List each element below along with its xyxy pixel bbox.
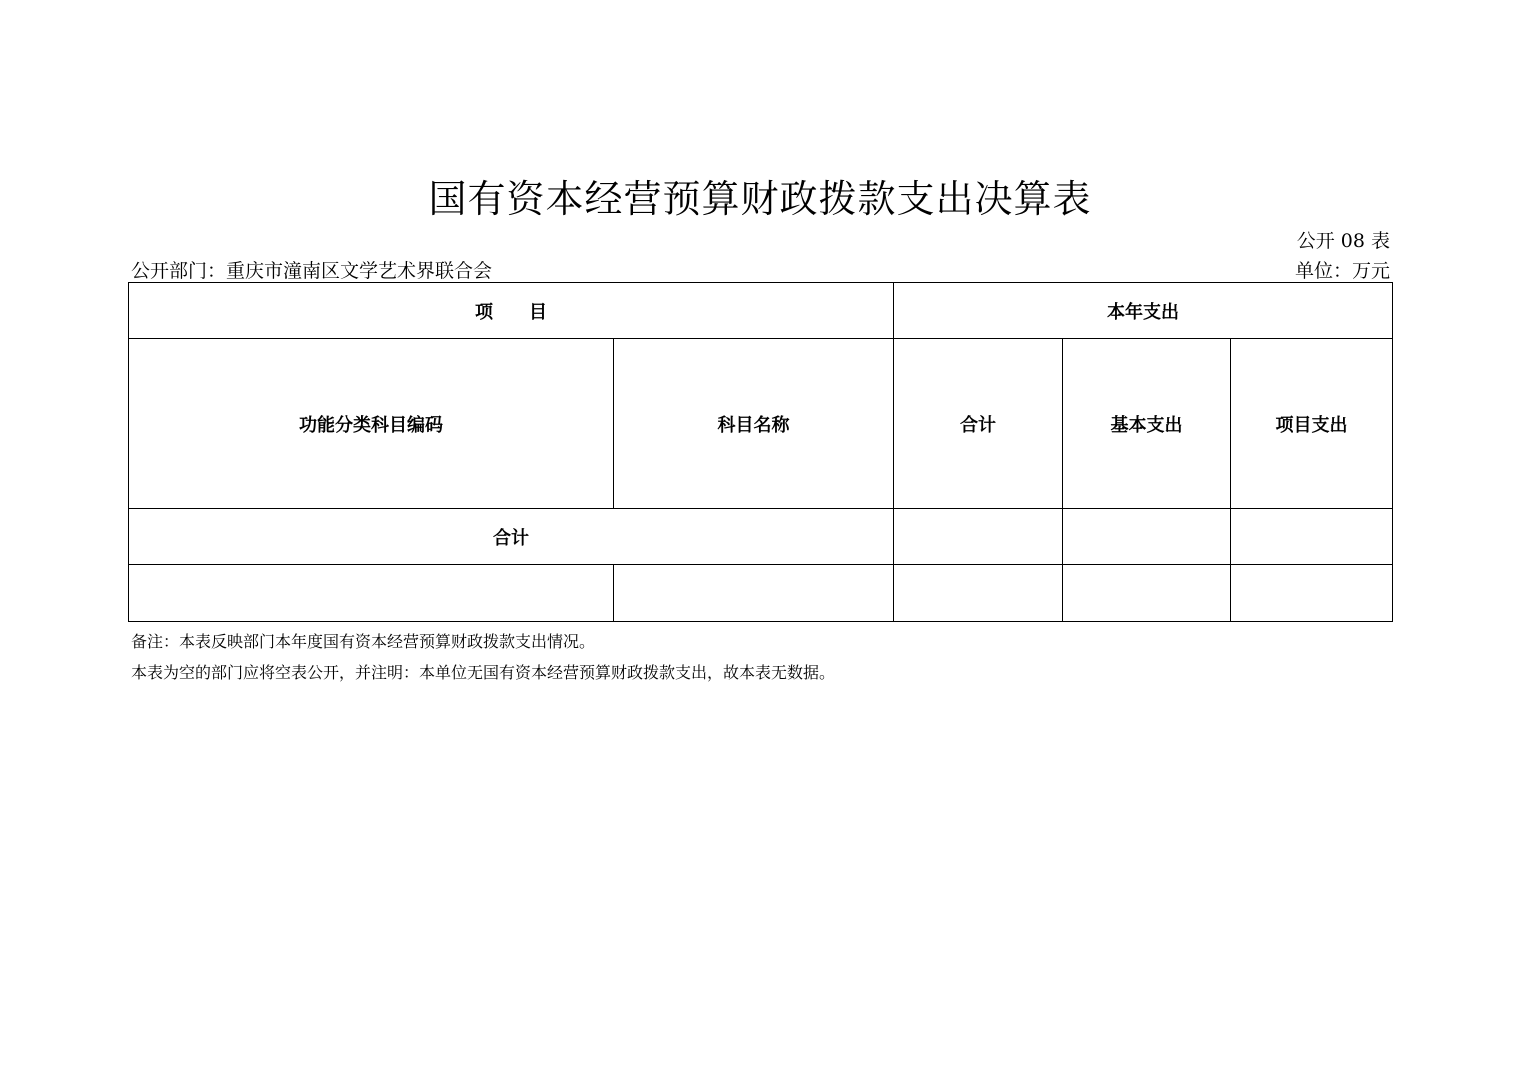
header-row-1 [129,283,1393,339]
unit-label: 单位：万元 [1294,260,1390,282]
table-number: 公开 08 表 [1296,230,1390,252]
cell-basic [1063,565,1231,622]
cell-name [614,565,894,622]
header-item: 项 目 [129,283,894,339]
header-current-year: 本年支出 [894,283,1393,339]
column-project: 项目支出 [1231,339,1393,509]
cell-total [894,565,1063,622]
total-cell-basic [1063,509,1231,565]
cell-project [1231,565,1393,622]
total-row-label: 合计 [129,509,894,565]
column-total: 合计 [894,339,1063,509]
column-basic: 基本支出 [1063,339,1231,509]
note-line-2: 本表为空的部门应将空表公开，并注明：本单位无国有资本经营预算财政拨款支出，故本表无数据。 [131,663,836,682]
page-title: 国有资本经营预算财政拨款支出决算表 [428,177,1092,221]
column-code: 功能分类科目编码 [129,339,614,509]
note-line-1: 备注：本表反映部门本年度国有资本经营预算财政拨款支出情况。 [131,632,596,651]
column-name: 科目名称 [614,339,894,509]
total-cell-project [1231,509,1393,565]
table-row [129,565,1393,622]
header-row-2 [129,339,1393,509]
cell-code [129,565,614,622]
total-row [129,509,1393,565]
department-label: 公开部门：重庆市潼南区文学艺术界联合会 [131,260,493,282]
notes [131,626,835,688]
total-cell-total [894,509,1063,565]
expenditure-table [128,282,1393,622]
